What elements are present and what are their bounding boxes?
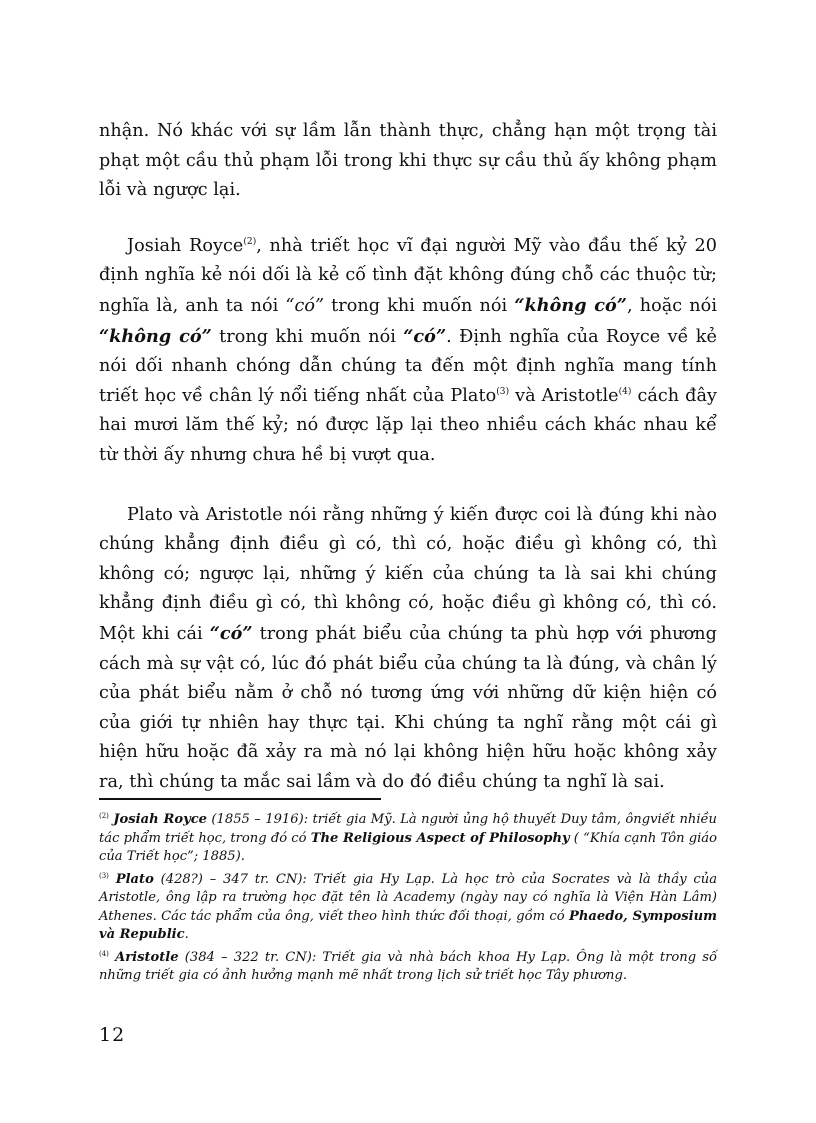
footnote-2 [99,811,717,867]
footnote-4 [99,949,717,986]
text-segment: trong khi muốn nói [211,326,404,347]
page-number: 12 [99,1024,126,1046]
footnote-book-title: The Religious Aspect of Philosophy [310,830,570,846]
text-segment: , hoặc nói [626,295,717,316]
footnote-text: (428?) – 347 tr. CN): Triết gia Hy Lạp. Là học trò của Socrates và là thầy của Aristotle, ông lập ra trường học đặt tên là Academy (ngày nay có nghĩa là Viện Hàn Lâm) Athenes. Các tác phẩm của ông, viết theo hình thức đối thoại, gồm có [99,871,717,924]
text-segment: . Định nghĩa của Royce về kẻ nói dối nhanh chóng dẫn chúng ta đến một định nghĩa mang tính triết học về chân lý nổi tiếng nhất của Plato [99,326,717,406]
text-segment: , nhà triết học vĩ đại người Mỹ vào đầu thế kỷ 20 định nghĩa kẻ nói dối là kẻ cố tình đặt không đúng chỗ các thuộc từ; nghĩa là, anh ta nói [99,235,717,316]
quote-co: “có” [403,325,447,347]
paragraph-plato-aristotle [99,501,717,798]
footnote-mark: (3) [99,871,109,880]
quote-co: “có” [209,622,253,644]
footnote-divider [99,798,381,800]
footnote-text: . [184,927,189,942]
footnote-name: Josiah Royce [113,812,207,827]
footnote-name: Aristotle [115,949,179,965]
text-segment: trong phát biểu của chúng ta phù hợp với phương cách mà sự vật có, lúc đó phát biểu của chúng ta là đúng, và chân lý của phát biểu nằm ở chỗ nó tương ứng với những dữ kiện hiện có của giới tự nhiên hay thực tại. Khi chúng ta nghĩ rằng một cái gì hiện hữu hoặc đã xảy ra mà nó lại không hiện hữu hoặc không xảy ra, thì chúng ta mắc sai lầm và do đó điều chúng ta nghĩ là sai. [99,623,717,792]
body-text [99,117,717,797]
footnote-3 [99,871,717,945]
footnote-ref-3: (3) [496,386,510,397]
paragraph-royce [99,232,717,471]
footnote-name: Plato [115,871,154,887]
footnote-ref-4: (4) [618,386,632,397]
footnote-mark: (2) [99,812,109,820]
text-segment: trong khi muốn nói [324,295,515,316]
paragraph-gap [99,471,717,501]
text-segment: và Aristotle [509,385,619,406]
footnote-text: (384 – 322 tr. CN): Triết gia và nhà bách khoa Hy Lạp. Ông là một trong số những triết gia có ảnh hưởng mạnh mẽ nhất trong lịch sử triết học Tây phương. [99,949,717,983]
footnote-text: (1855 – 1916): triết gia Mỹ. Là người ủng hộ thuyết Duy tâm, ôngviết nhiều tác phẩm triết học, trong đó có [99,812,717,846]
paragraph-gap [99,206,717,232]
text-royce-name: Josiah Royce [127,235,244,256]
paragraph-continuation: nhận. Nó khác với sự lầm lẫn thành thực, chẳng hạn một trọng tài phạt một cầu thủ phạm lỗi trong khi thực sự cầu thủ ấy không phạm lỗi và ngược lại. [99,121,717,201]
quote-khong-co: “không có” [99,325,212,347]
footnote-works: Phaedo, Symposium và Republic [99,908,717,942]
footnotes [99,811,717,990]
quote-khong-co: “không có” [514,294,627,316]
footnote-mark: (4) [99,949,109,958]
quote-co: “có” [285,295,325,316]
text-segment: Plato và Aristotle nói rằng những ý kiến được coi là đúng khi nào chúng khẳng định điều gì có, thì có, hoặc điều gì không có, thì không có; ngược lại, những ý kiến của chúng ta là sai khi chúng khẳng định điều gì có, thì không có, hoặc điều gì không có, thì có. Một khi cái [99,504,717,644]
footnote-ref-2: (2) [243,236,257,247]
text-segment: cách đây hai mươi lăm thế kỷ; nó được lặp lại theo nhiều cách khác nhau kể từ thời ấy nhưng chưa hề bị vượt qua. [99,385,717,465]
footnote-text: ( “Khía cạnh Tôn giáo của Triết học”; 1885). [99,830,717,864]
